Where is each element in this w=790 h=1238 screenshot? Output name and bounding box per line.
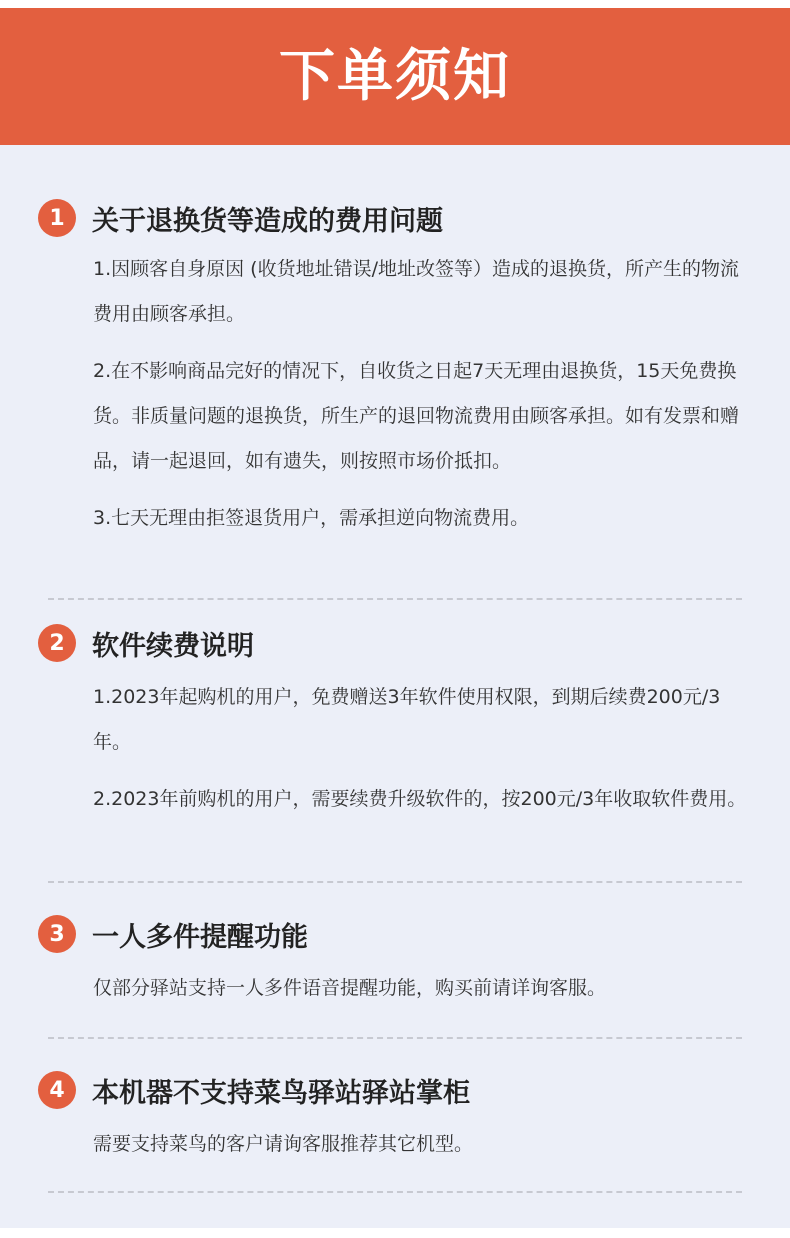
section-title: 本机器不支持菜鸟驿站驿站掌柜 bbox=[92, 1077, 470, 1109]
notice-section-return-fees bbox=[38, 198, 758, 541]
section-paragraph: 需要支持菜鸟的客户请询客服推荐其它机型。 bbox=[93, 1133, 474, 1155]
section-title: 关于退换货等造成的费用问题 bbox=[92, 205, 443, 237]
section-header bbox=[38, 198, 758, 238]
notice-section-software-renewal bbox=[38, 623, 758, 822]
page-title: 下单须知 bbox=[279, 43, 511, 109]
section-paragraph: 1.2023年起购机的用户，免费赠送3年软件使用权限，到期后续费200元/3年。 bbox=[93, 686, 721, 753]
section-header bbox=[38, 914, 758, 954]
section-paragraph: 1.因顾客自身原因 (收货地址错误/地址改签等）造成的退换货，所产生的物流费用由顾客承担。 bbox=[93, 258, 739, 325]
section-title: 一人多件提醒功能 bbox=[92, 921, 308, 953]
section-number-badge: 3 bbox=[38, 915, 76, 953]
section-paragraph: 2.2023年前购机的用户，需要续费升级软件的，按200元/3年收取软件费用。 bbox=[93, 788, 747, 810]
section-number-badge: 2 bbox=[38, 624, 76, 662]
section-header bbox=[38, 623, 758, 663]
section-paragraph: 3.七天无理由拒签退货用户，需承担逆向物流费用。 bbox=[93, 507, 530, 529]
notice-header bbox=[0, 8, 790, 145]
section-title: 软件续费说明 bbox=[92, 630, 254, 662]
section-paragraph: 2.在不影响商品完好的情况下，自收货之日起7天无理由退换货，15天免费换货。非质量问题的退换货，所生产的退回物流费用由顾客承担。如有发票和赠品，请一起退回，如有遗失，则按照市场价抵扣。 bbox=[93, 360, 740, 472]
section-divider bbox=[48, 1191, 742, 1193]
section-header bbox=[38, 1070, 758, 1110]
section-paragraph: 仅部分驿站支持一人多件语音提醒功能，购买前请详询客服。 bbox=[93, 977, 607, 999]
section-number-badge: 4 bbox=[38, 1071, 76, 1109]
notice-section-multi-parcel-reminder bbox=[38, 914, 758, 1011]
section-divider bbox=[48, 1037, 742, 1039]
section-divider bbox=[48, 881, 742, 883]
section-number-badge: 1 bbox=[38, 199, 76, 237]
section-divider bbox=[48, 598, 742, 600]
notice-section-cainiao-unsupported bbox=[38, 1070, 758, 1167]
